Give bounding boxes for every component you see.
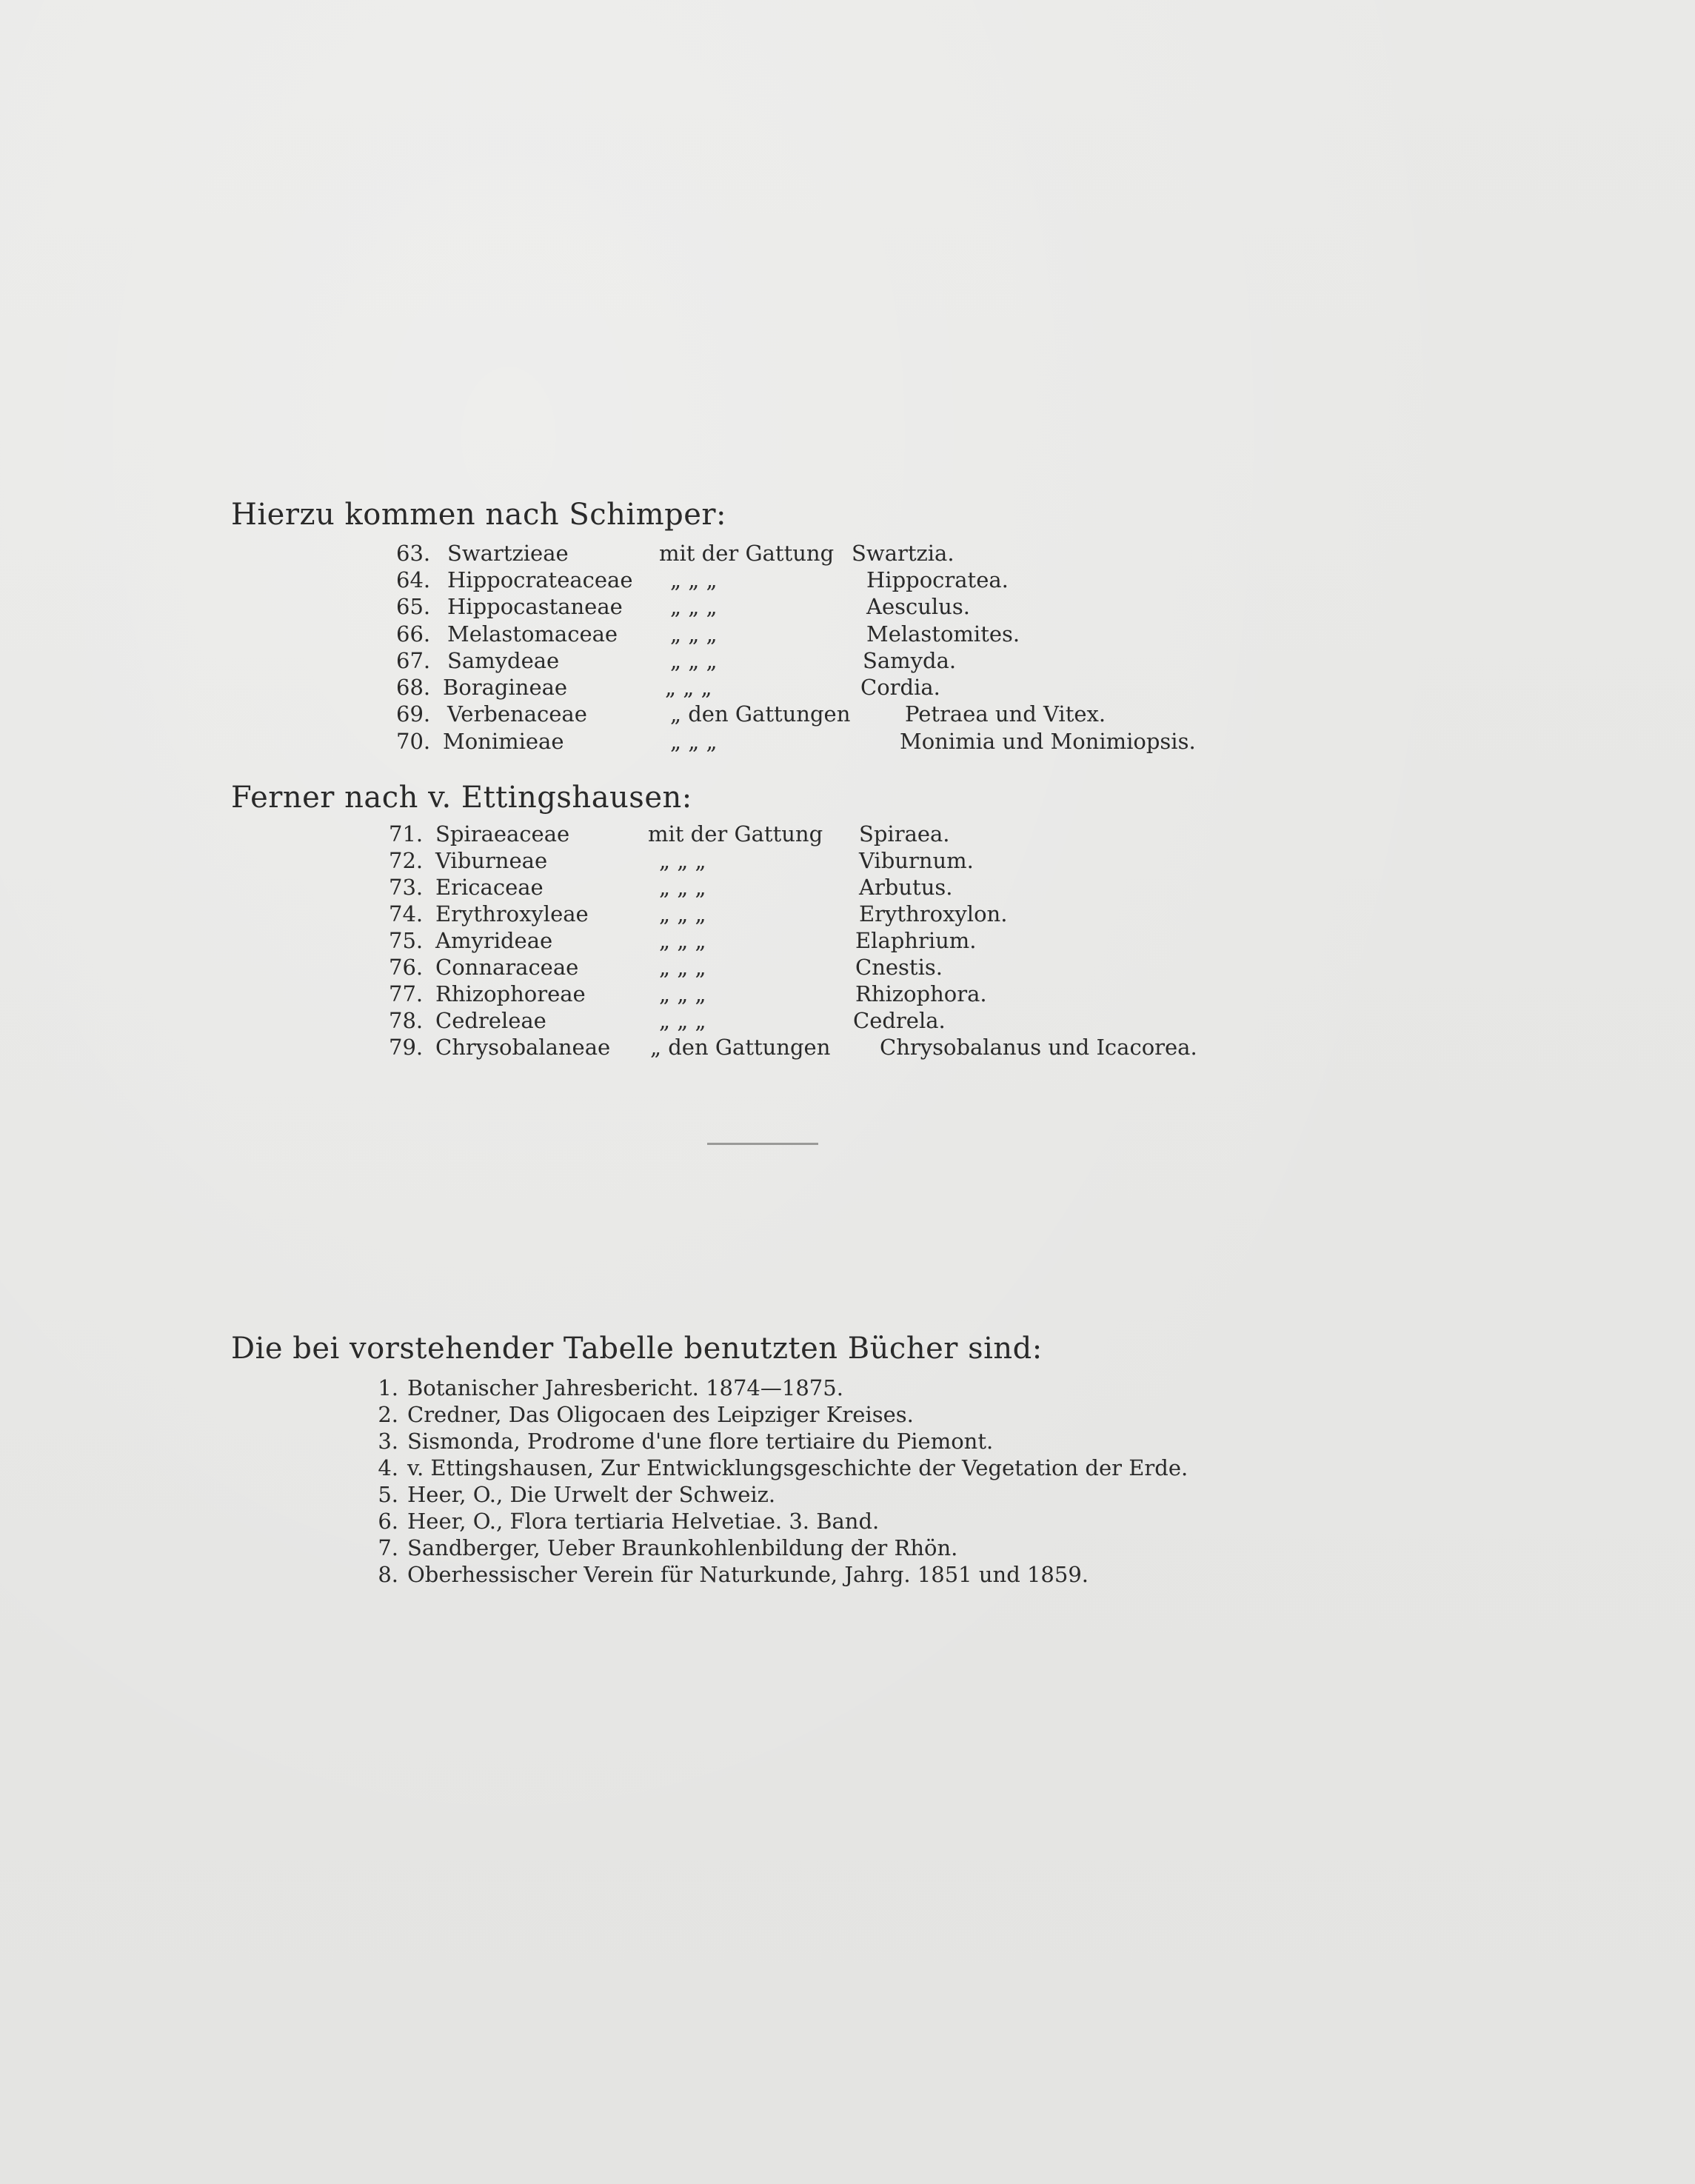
row-relation: „ „ „ xyxy=(659,901,706,926)
row-relation: „ „ „ xyxy=(659,875,706,900)
ref-text: Oberhessischer Verein für Naturkunde, Jahrg. 1851 und 1859. xyxy=(407,1562,1089,1587)
row-relation: mit der Gattung xyxy=(659,541,835,566)
row-relation: „ „ „ xyxy=(665,675,712,700)
list-item xyxy=(369,1508,879,1535)
row-relation: „ „ „ xyxy=(659,928,706,953)
row-family: Verbenaceae xyxy=(447,701,587,727)
ref-text: Heer, O., Flora tertiaria Helvetiae. 3. Band. xyxy=(407,1509,880,1534)
row-number: 63. xyxy=(396,541,431,566)
section-divider xyxy=(707,1143,818,1145)
row-relation: „ „ „ xyxy=(670,594,718,619)
row-genus: Aesculus. xyxy=(866,594,970,619)
list-item xyxy=(0,593,1695,620)
row-genus: Arbutus. xyxy=(859,875,953,900)
ref-number: 1. xyxy=(378,1375,398,1400)
row-number: 69. xyxy=(396,701,431,727)
row-relation: „ „ „ xyxy=(670,567,718,592)
row-number: 65. xyxy=(396,594,431,619)
row-relation: „ „ „ xyxy=(670,621,718,647)
row-family: Hippocastaneae xyxy=(447,594,623,619)
row-genus: Melastomites. xyxy=(866,621,1020,647)
row-genus: Monimia und Monimiopsis. xyxy=(900,729,1196,754)
ref-text: Credner, Das Oligocaen des Leipziger Kreises. xyxy=(407,1402,914,1427)
ref-text: Botanischer Jahresbericht. 1874—1875. xyxy=(407,1375,843,1400)
row-relation: „ „ „ xyxy=(670,648,718,673)
row-family: Monimieae xyxy=(443,729,564,754)
books-heading: Die bei vorstehender Tabelle benutzten Bücher sind: xyxy=(231,1332,1043,1366)
list-item xyxy=(0,728,1695,755)
ref-number: 3. xyxy=(378,1429,398,1454)
row-relation: „ „ „ xyxy=(659,955,706,980)
row-family: Melastomaceae xyxy=(447,621,618,647)
list-item xyxy=(0,847,1695,874)
row-number: 76. xyxy=(389,955,424,980)
row-family: Samydeae xyxy=(447,648,560,673)
row-family: Swartzieae xyxy=(447,541,569,566)
row-family: Amyrideae xyxy=(435,928,553,953)
row-number: 70. xyxy=(396,729,431,754)
row-number: 75. xyxy=(389,928,424,953)
row-genus: Cedrela. xyxy=(853,1008,946,1033)
row-family: Chrysobalaneae xyxy=(435,1035,611,1060)
list-item xyxy=(0,954,1695,981)
row-genus: Viburnum. xyxy=(859,848,974,873)
row-genus: Rhizophora. xyxy=(855,981,987,1006)
row-genus: Hippocratea. xyxy=(866,567,1009,592)
list-item xyxy=(0,874,1695,901)
row-genus: Elaphrium. xyxy=(855,928,977,953)
row-number: 77. xyxy=(389,981,424,1006)
list-item xyxy=(0,701,1695,727)
row-family: Cedreleae xyxy=(435,1008,546,1033)
ref-number: 7. xyxy=(378,1535,398,1560)
row-relation: mit der Gattung xyxy=(648,821,823,846)
ref-number: 2. xyxy=(378,1402,398,1427)
list-item xyxy=(369,1375,843,1401)
list-item xyxy=(0,674,1695,701)
ref-number: 4. xyxy=(378,1455,398,1480)
row-number: 66. xyxy=(396,621,431,647)
list-item xyxy=(0,621,1695,647)
row-relation: „ „ „ xyxy=(670,729,718,754)
row-family: Erythroxyleae xyxy=(435,901,589,926)
ref-text: Sismonda, Prodrome d'une flore tertiaire du Piemont. xyxy=(407,1429,994,1454)
row-number: 71. xyxy=(389,821,424,846)
row-relation: „ den Gattungen xyxy=(670,701,851,727)
list-item xyxy=(0,981,1695,1007)
ref-text: v. Ettingshausen, Zur Entwicklungsgeschichte der Vegetation der Erde. xyxy=(407,1455,1188,1480)
list-item xyxy=(0,1034,1695,1061)
row-number: 67. xyxy=(396,648,431,673)
row-relation: „ den Gattungen xyxy=(650,1035,831,1060)
row-relation: „ „ „ xyxy=(659,1008,706,1033)
row-number: 78. xyxy=(389,1008,424,1033)
row-genus: Swartzia. xyxy=(852,541,955,566)
list-item xyxy=(369,1535,957,1561)
list-item xyxy=(0,821,1695,847)
ref-text: Sandberger, Ueber Braunkohlenbildung der Rhön. xyxy=(407,1535,958,1560)
row-relation: „ „ „ xyxy=(659,981,706,1006)
list-item xyxy=(0,540,1695,567)
row-family: Spiraeaceae xyxy=(435,821,570,846)
list-item xyxy=(369,1401,914,1428)
ref-number: 6. xyxy=(378,1509,398,1534)
row-relation: „ „ „ xyxy=(659,848,706,873)
list-item xyxy=(0,927,1695,954)
row-number: 68. xyxy=(396,675,431,700)
row-family: Boragineae xyxy=(443,675,568,700)
list-item xyxy=(0,901,1695,927)
row-genus: Spiraea. xyxy=(859,821,950,846)
row-genus: Petraea und Vitex. xyxy=(905,701,1106,727)
list-item xyxy=(0,567,1695,593)
row-number: 74. xyxy=(389,901,424,926)
row-family: Hippocrateaceae xyxy=(447,567,633,592)
row-number: 64. xyxy=(396,567,431,592)
row-family: Rhizophoreae xyxy=(435,981,586,1006)
list-item xyxy=(369,1428,993,1455)
row-genus: Samyda. xyxy=(863,648,957,673)
row-genus: Erythroxylon. xyxy=(859,901,1008,926)
row-family: Ericaceae xyxy=(435,875,544,900)
list-item xyxy=(369,1481,775,1508)
row-genus: Chrysobalanus und Icacorea. xyxy=(880,1035,1197,1060)
row-number: 73. xyxy=(389,875,424,900)
list-item xyxy=(369,1455,1188,1481)
row-family: Connaraceae xyxy=(435,955,579,980)
schimper-heading: Hierzu kommen nach Schimper: xyxy=(231,498,726,532)
row-number: 79. xyxy=(389,1035,424,1060)
ettingshausen-heading: Ferner nach v. Ettingshausen: xyxy=(231,781,692,815)
ref-number: 5. xyxy=(378,1482,398,1507)
ref-text: Heer, O., Die Urwelt der Schweiz. xyxy=(407,1482,776,1507)
row-family: Viburneae xyxy=(435,848,548,873)
row-genus: Cnestis. xyxy=(855,955,943,980)
ref-number: 8. xyxy=(378,1562,398,1587)
list-item xyxy=(369,1561,1089,1588)
row-number: 72. xyxy=(389,848,424,873)
list-item xyxy=(0,647,1695,674)
row-genus: Cordia. xyxy=(860,675,940,700)
list-item xyxy=(0,1007,1695,1034)
